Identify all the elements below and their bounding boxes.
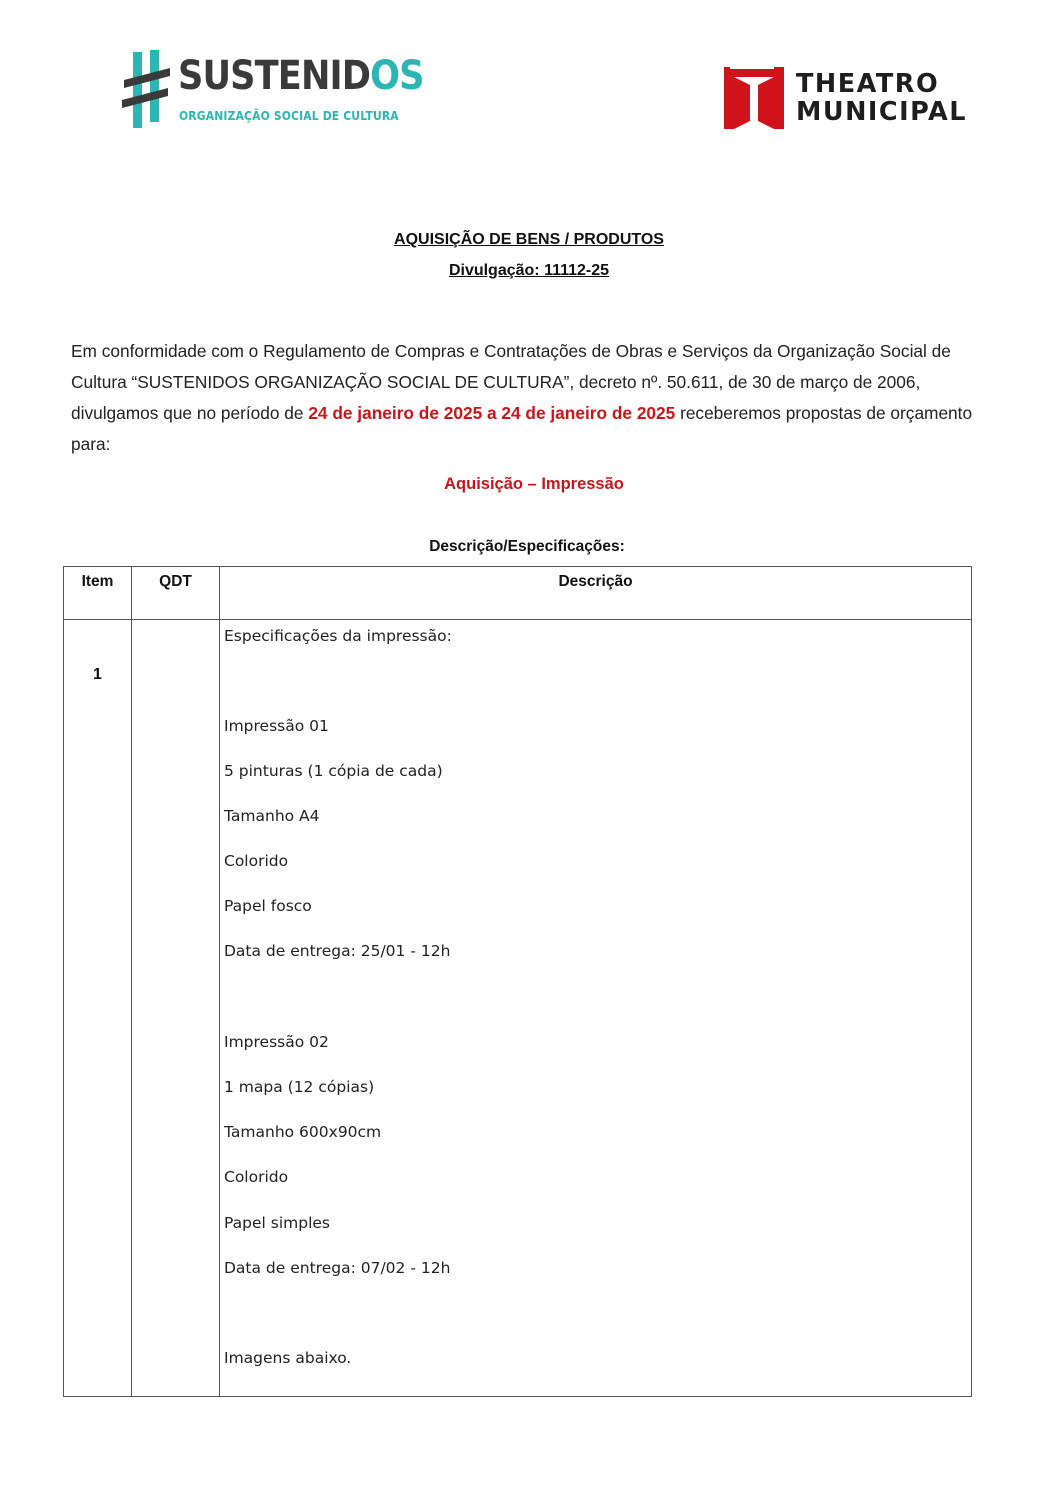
header-divider xyxy=(64,619,971,620)
description-line: Tamanho A4 xyxy=(224,807,320,825)
description-line: 5 pinturas (1 cópia de cada) xyxy=(224,762,443,780)
theatro-municipal-logo xyxy=(722,63,972,133)
description-line: Tamanho 600x90cm xyxy=(224,1123,382,1141)
description-line: Data de entrega: 07/02 - 12h xyxy=(224,1259,451,1277)
row-item-number: 1 xyxy=(93,666,102,683)
intro-paragraph: Em conformidade com o Regulamento de Compras e Contratações de Obras e Serviços da Organização Social de Cultura “SUSTENIDOS ORGANIZAÇÃO SOCIAL DE CULTURA”, decreto nº. 50.611, de 30 de março de 2006, divulgamos que no período de 24 de janeiro de 2025 a 24 de janeiro de 2025 receberemos propostas de orçamento para: xyxy=(71,341,973,455)
header-description: Descrição xyxy=(558,573,633,590)
proposal-period: 24 de janeiro de 2025 a 24 de janeiro de 2025 xyxy=(308,403,676,424)
description-line: Colorido xyxy=(224,1168,289,1186)
column-divider xyxy=(131,567,132,1396)
brand-tagline: ORGANIZAÇÃO SOCIAL DE CULTURA xyxy=(179,108,399,123)
specifications-table xyxy=(63,566,972,1397)
description-line: Colorido xyxy=(224,852,289,870)
hash-icon xyxy=(122,50,170,128)
specifications-title: Descrição/Especificações: xyxy=(429,538,625,555)
document-title: AQUISIÇÃO DE BENS / PRODUTOS xyxy=(394,231,664,248)
description-line: Especificações da impressão: xyxy=(224,627,452,645)
description-line: Data de entrega: 25/01 - 12h xyxy=(224,942,451,960)
brand-name: SUSTENIDOS xyxy=(178,53,424,99)
sustenidos-logo xyxy=(122,48,424,130)
description-line: Papel simples xyxy=(224,1214,330,1232)
description-line: Impressão 01 xyxy=(224,717,329,735)
theatre-arch-icon xyxy=(722,63,786,129)
disclosure-number: Divulgação: 11112-25 xyxy=(448,262,610,279)
column-divider xyxy=(219,567,220,1396)
theatro-municipal-name: THEATRO MUNICIPAL xyxy=(796,69,967,127)
header-item: Item xyxy=(81,573,114,590)
description-line: 1 mapa (12 cópias) xyxy=(224,1078,375,1096)
header-qdt: QDT xyxy=(159,573,192,590)
section-title: Aquisição – Impressão xyxy=(444,475,624,493)
description-line: Papel fosco xyxy=(224,897,312,915)
description-line: Impressão 02 xyxy=(224,1033,329,1051)
description-line: Imagens abaixo. xyxy=(224,1349,352,1367)
